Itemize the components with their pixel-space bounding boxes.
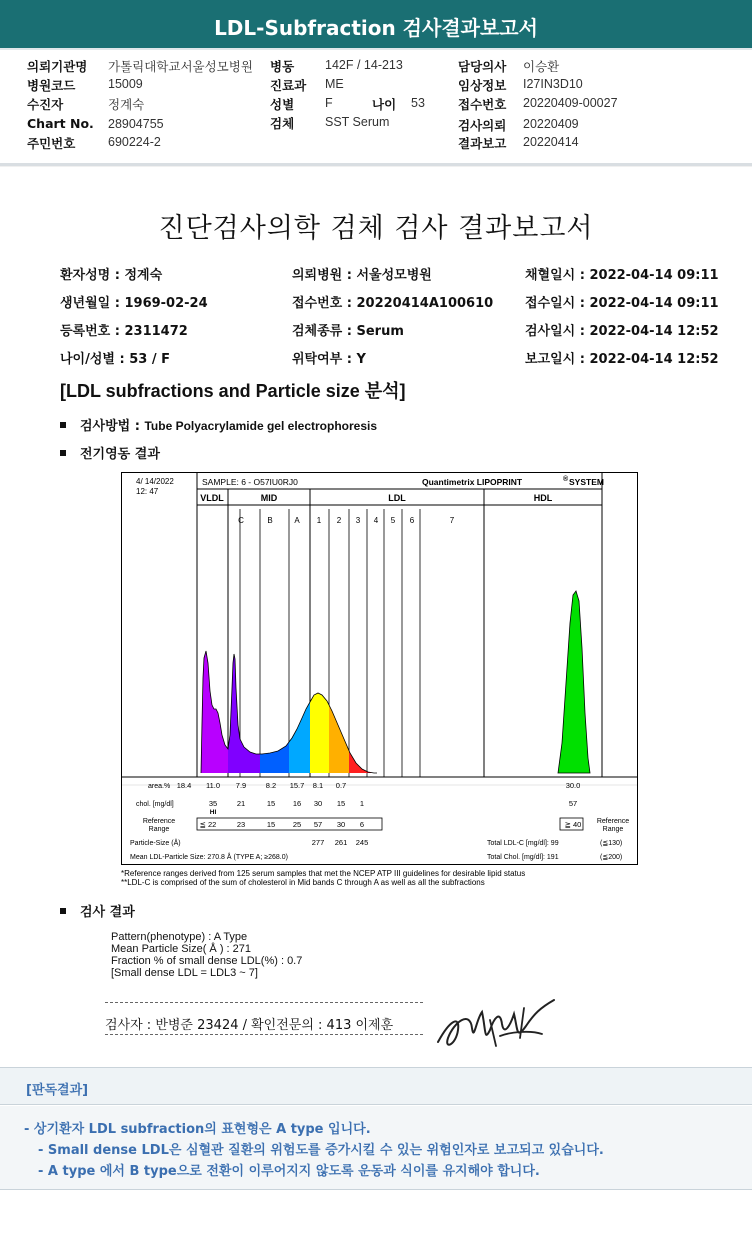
reference-label: Reference <box>142 818 176 825</box>
chol-value: 15 <box>266 799 276 808</box>
result-summary <box>111 931 302 979</box>
info-age-sex: 나이/성별 : 53 / F <box>60 352 171 367</box>
band-label-B: B <box>267 516 273 525</box>
header-divider <box>0 48 752 50</box>
meta-value-department: ME <box>325 77 344 91</box>
chart-date: 4/ 14/2022 <box>136 477 174 486</box>
reference-value: ≧ 40 <box>564 820 582 829</box>
info-test-time: 검사일시 : 2022-04-14 12:52 <box>525 324 719 339</box>
chol-value: 16 <box>292 799 302 808</box>
reference-value: 6 <box>359 820 365 829</box>
group-label-vldl: VLDL <box>200 493 224 503</box>
meta-field-patient: 수진자 <box>27 97 64 112</box>
hi-flag: HI <box>209 809 217 816</box>
examiner-signature-line: 검사자 : 반병준 23424 / 확인전문의 : 413 이제훈 <box>105 1018 394 1033</box>
meta-value-age: 53 <box>411 96 425 110</box>
meta-value-chart-no: 28904755 <box>108 117 164 131</box>
chol-value: 57 <box>568 799 578 808</box>
meta-value-sex: F <box>325 96 333 110</box>
verdict-header <box>0 1067 752 1105</box>
reference-value: 25 <box>292 820 302 829</box>
range-label: Range <box>148 826 170 833</box>
meta-field-request-date: 검사의뢰 <box>458 118 507 133</box>
scanned-report <box>0 172 752 1067</box>
mean-ldl-particle: Mean LDL-Particle Size: 270.8 Å (TYPE A; ≥268.0) <box>130 854 288 861</box>
chart-brand-suffix: SYSTEM <box>569 477 604 487</box>
ldl3-peak <box>349 751 367 773</box>
info-outsourced: 위탁여부 : Y <box>292 352 366 367</box>
chol-value: 21 <box>236 799 246 808</box>
reference-value: 57 <box>313 820 323 829</box>
bullet-icon <box>60 450 66 456</box>
meta-field-receipt-no: 접수번호 <box>458 97 507 112</box>
chart-time: 12: 47 <box>136 487 159 496</box>
section-divider-shadow <box>0 166 752 167</box>
band-label-7: 7 <box>449 516 455 525</box>
area-value: 11.0 <box>205 781 221 790</box>
meta-value-hospital-code: 15009 <box>108 77 143 91</box>
reference-value: 30 <box>336 820 346 829</box>
meta-field-hospital: 의뢰기관명 <box>27 59 88 74</box>
band-label-5: 5 <box>390 516 396 525</box>
chol-row-label: chol. [mg/dl] <box>136 801 174 808</box>
band-label-4: 4 <box>373 516 379 525</box>
info-registration-number: 등록번호 : 2311472 <box>60 324 188 339</box>
result-bullet <box>60 901 135 920</box>
meta-value-clinical-info: I27IN3D10 <box>523 77 583 91</box>
mid-c2-peak <box>240 739 260 773</box>
area-row-label: area.% <box>148 783 171 790</box>
meta-value-patient: 정계숙 <box>108 98 145 112</box>
band-label-3: 3 <box>355 516 361 525</box>
signature-divider-top <box>105 1002 423 1003</box>
method-bullet <box>60 415 377 434</box>
signature-divider-bottom <box>105 1034 423 1035</box>
verdict-line-3: - A type 에서 B type으로 전환이 이루어지지 않도록 운동과 식이를 유지해야 합니다. <box>38 1164 540 1179</box>
meta-field-resident-no: 주민번호 <box>27 136 76 151</box>
meta-field-ward: 병동 <box>270 59 295 74</box>
meta-value-resident-no: 690224-2 <box>108 135 161 149</box>
particle-size-label: Particle-Size (Å) <box>130 840 181 847</box>
meta-value-ward: 142F / 14-213 <box>325 58 403 72</box>
reference-notes <box>121 869 525 887</box>
group-label-hdl: HDL <box>533 493 553 503</box>
info-receipt-time: 접수일시 : 2022-04-14 09:11 <box>525 296 719 311</box>
meta-field-department: 진료과 <box>270 78 307 93</box>
meta-value-report-date: 20220414 <box>523 135 579 149</box>
chol-value: 15 <box>336 799 346 808</box>
area-value: 8.2 <box>265 781 277 790</box>
total-ldl-ref: (≦130) <box>600 840 623 847</box>
vldl-peak <box>201 651 228 773</box>
meta-value-specimen: SST Serum <box>325 115 390 129</box>
method-label: 검사방법 : <box>80 419 145 434</box>
info-specimen-type: 검체종류 : Serum <box>292 324 404 339</box>
reference-note-1: *Reference ranges derived from 125 serum samples that met the NCEP ATP III guidelines for desirable lipid status <box>121 869 526 878</box>
reference-value: 23 <box>236 820 246 829</box>
chart-brand: Quantimetrix LIPOPRINT <box>422 477 523 487</box>
report-title: 진단검사의학 검체 검사 결과보고서 <box>158 213 594 244</box>
meta-value-doctor: 이승환 <box>523 60 560 74</box>
meta-field-doctor: 담당의사 <box>458 59 507 74</box>
result-sdldl-fraction: Fraction % of small dense LDL(%) : 0.7 <box>111 955 303 967</box>
lipoprint-chart <box>121 472 638 865</box>
info-receipt-number: 접수번호 : 20220414A100610 <box>292 296 494 311</box>
reference-value: 15 <box>266 820 276 829</box>
result-sdldl-definition: [Small dense LDL = LDL3 ~ 7] <box>111 967 258 979</box>
info-report-time: 보고일시 : 2022-04-14 12:52 <box>525 352 719 367</box>
reference-box-ldl <box>197 818 382 830</box>
chart-brand-mark: ® <box>563 476 569 483</box>
verdict-line-1: - 상기환자 LDL subfraction의 표현형은 A type 입니다. <box>24 1122 371 1137</box>
band-label-6: 6 <box>409 516 415 525</box>
band-label-2: 2 <box>336 516 342 525</box>
particle-size-value: 245 <box>355 838 369 847</box>
meta-field-specimen: 검체 <box>270 116 295 131</box>
particle-size-value: 277 <box>311 838 325 847</box>
chol-value: 1 <box>359 799 365 808</box>
area-value: 7.9 <box>235 781 247 790</box>
chart-sample: SAMPLE: 6 - O57IU0RJ0 <box>202 477 298 487</box>
ldl2-peak <box>329 705 349 773</box>
ldl1-peak <box>310 693 329 773</box>
meta-field-report-date: 결과보고 <box>458 136 507 151</box>
reference-value: ≦ 22 <box>199 820 217 829</box>
verdict-line-2: - Small dense LDL은 심혈관 질환의 위험도를 증가시킬 수 있는 위험인자로 보고되고 있습니다. <box>38 1143 604 1158</box>
group-label-ldl: LDL <box>388 493 406 503</box>
info-collection-time: 채혈일시 : 2022-04-14 09:11 <box>525 268 719 283</box>
chol-value: 35 <box>208 799 218 808</box>
particle-size-value: 261 <box>334 838 348 847</box>
reference-label-right: Reference <box>596 818 630 825</box>
range-label-right: Range <box>602 826 624 833</box>
reference-note-2: **LDL-C is comprised of the sum of cholesterol in Mid bands C through A as well as all the subfractions <box>121 878 485 887</box>
bullet-icon <box>60 908 66 914</box>
band-label-C: C <box>238 516 244 525</box>
meta-field-clinical-info: 임상정보 <box>458 78 507 93</box>
area-value: 0.7 <box>335 781 347 790</box>
info-patient-name: 환자성명 : 정계숙 <box>60 268 163 283</box>
hdl-peak <box>558 591 590 773</box>
electro-bullet <box>60 443 160 462</box>
result-mean-size: Mean Particle Size( Å ) : 271 <box>111 943 252 955</box>
handwritten-signature <box>430 990 570 1060</box>
analysis-subtitle: [LDL subfractions and Particle size 분석] <box>60 381 406 401</box>
band-label-1: 1 <box>316 516 322 525</box>
meta-value-request-date: 20220409 <box>523 117 579 131</box>
verdict-heading: [판독결과] <box>26 1083 89 1098</box>
chol-value: 30 <box>313 799 323 808</box>
area-value: 30.0 <box>565 781 581 790</box>
bullet-icon <box>60 422 66 428</box>
band-label-A: A <box>294 516 300 525</box>
meta-field-hospital-code: 병원코드 <box>27 78 76 93</box>
mid-c-peak <box>228 654 240 773</box>
meta-field-chart-no: Chart No. <box>27 116 94 131</box>
area-value: 8.1 <box>312 781 324 790</box>
total-chol: Total Chol. [mg/dl]: 191 <box>487 854 559 861</box>
area-value: 18.4 <box>176 781 192 790</box>
total-chol-ref: (≦200) <box>600 854 623 861</box>
info-birth-date: 생년월일 : 1969-02-24 <box>60 296 208 311</box>
total-ldl: Total LDL-C [mg/dl]: 99 <box>487 840 559 847</box>
meta-value-receipt-no: 20220409-00027 <box>523 96 618 110</box>
result-label: 검사 결과 <box>80 905 135 920</box>
meta-field-age: 나이 <box>372 97 397 112</box>
group-label-mid: MID <box>260 493 278 503</box>
meta-field-sex: 성별 <box>270 97 295 112</box>
result-pattern: Pattern(phenotype) : A Type <box>111 931 248 943</box>
lipoprint-chart-svg <box>122 473 638 865</box>
method-value: Tube Polyacrylamide gel electrophoresis <box>144 419 378 433</box>
report-header-title: LDL-Subfraction 검사결과보고서 <box>0 0 752 48</box>
area-value: 15.7 <box>289 781 305 790</box>
meta-value-hospital: 가톨릭대학교서울성모병원 <box>108 60 253 74</box>
info-referring-hospital: 의뢰병원 : 서울성모병원 <box>292 268 432 283</box>
verdict-body <box>0 1106 752 1190</box>
electro-label: 전기영동 결과 <box>80 447 160 462</box>
